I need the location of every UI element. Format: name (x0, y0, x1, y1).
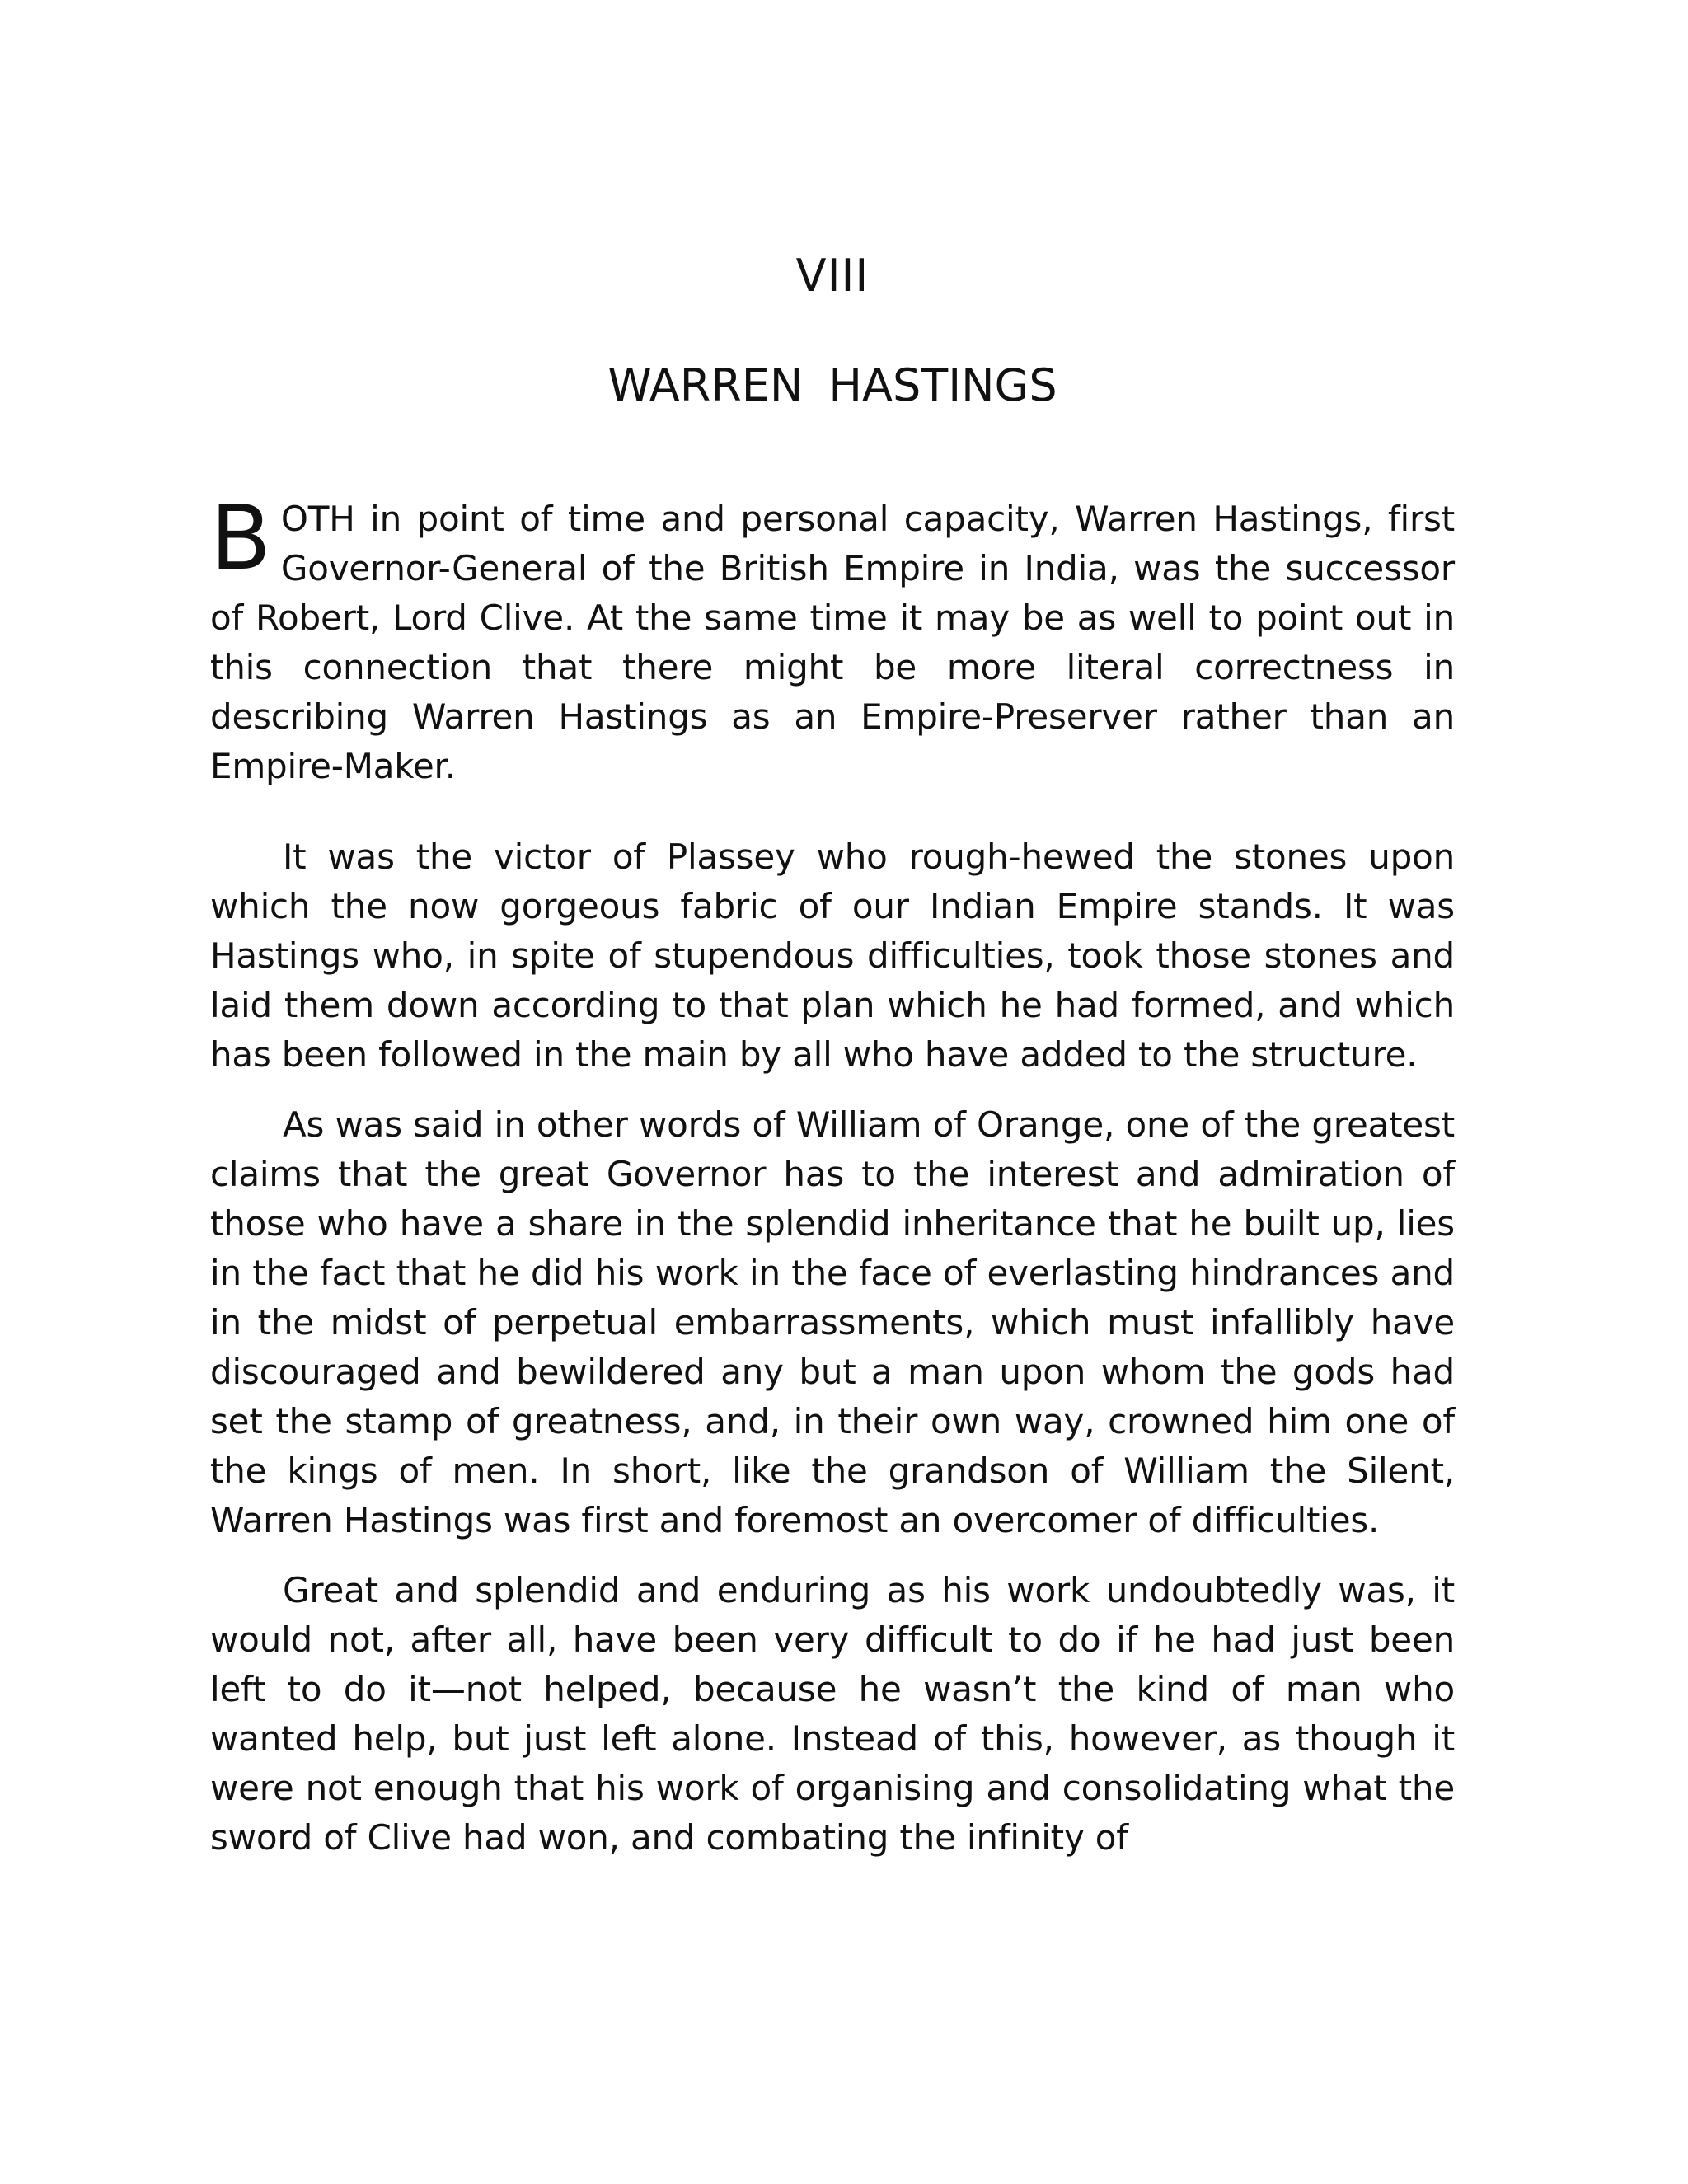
chapter-body (210, 487, 1455, 1883)
paragraph-1 (210, 487, 1455, 791)
drop-cap: B (210, 487, 271, 590)
paragraph-3: As was said in other words of William of Orange, one of the greatest claims that the great Governor has to the interest and admiration of those who have a share in the splendid inheritance that he built up, lies in the fact that he did his work in the face of everlasting hindrances and in the midst of perpetual embarrassments, which must infallibly have discouraged and bewildered any but a man upon whom the gods had set the stamp of greatness, and, in their own way, crowned him one of the kings of men. In short, like the grandson of William the Silent, Warren Hastings was first and foremost an overcomer of difficulties. (210, 1104, 1455, 1540)
paragraph-2: It was the victor of Plassey who rough-hewed the stones upon which the now gorgeous fabric of our Indian Empire stands. It was Hastings who, in spite of stupendous difficulties, took those stones and laid them down according to that plan which he had formed, and which has been followed in the main by all who have added to the structure. (210, 837, 1455, 1075)
paragraph-1-text: OTH in point of time and personal capacity, Warren Hastings, first Governor-General of the British Empire in India, was the successor of Robert, Lord Clive. At the same time it may be as well to point out in this connection that there might be more literal correctness in describing Warren Hastings as an Empire-Preserver rather than an Empire-Maker. (210, 499, 1455, 786)
book-page (210, 0, 1455, 2184)
paragraph-4: Great and splendid and enduring as his work undoubtedly was, it would not, after all, have been very difficult to do if he had just been left to do it—not helped, because he wasn’t the kind of man who wanted help, but just left alone. Instead of this, however, as though it were not enough that his work of organising and consolidating what the sword of Clive had won, and combating the infinity of (210, 1570, 1455, 1858)
chapter-number: VIII (795, 250, 870, 302)
chapter-title: WARREN HASTINGS (607, 359, 1057, 411)
